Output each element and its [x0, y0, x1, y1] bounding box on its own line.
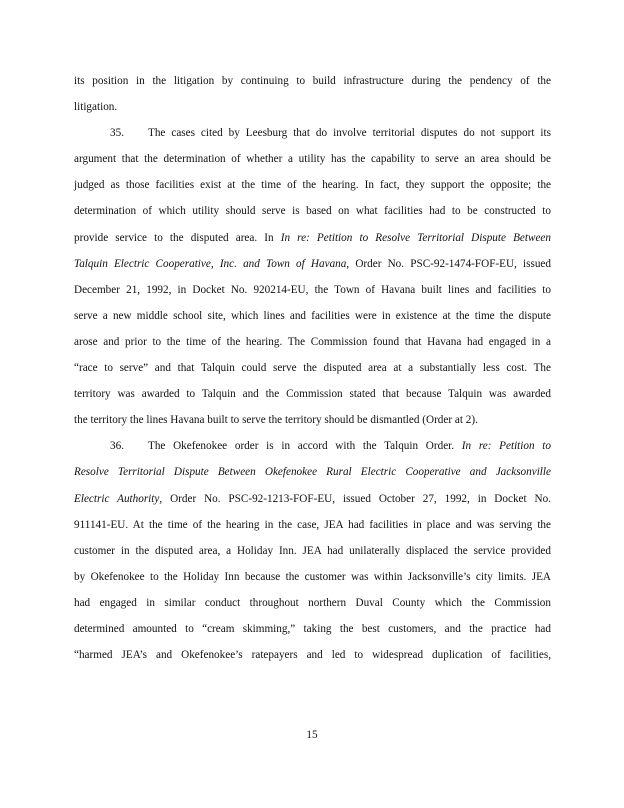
- text-run: determined amounted to “cream skimming,” taking the best customers, and the practice had: [74, 622, 551, 635]
- paragraph: [74, 68, 551, 120]
- text-run: its position in the litigation by continuing to build infrastructure during the pendency of the: [74, 75, 551, 87]
- text-run: serve a new middle school site, which lines and facilities were in existence at the time the dispute: [74, 309, 551, 322]
- case-citation: Electric Authority: [74, 492, 160, 505]
- page-number: 15: [306, 729, 318, 741]
- text-line: [74, 303, 551, 329]
- text-line: [74, 277, 551, 303]
- case-citation: In re: Petition to Resolve Territorial Dispute Between: [280, 231, 551, 244]
- text-line: [74, 459, 551, 485]
- text-line: [74, 251, 551, 277]
- case-citation: In re: Petition to: [461, 440, 551, 453]
- text-line: [74, 486, 551, 512]
- text-run: , Order No. PSC-92-1474-FOF-EU, issued: [346, 257, 551, 270]
- text-line: [74, 512, 551, 538]
- text-line: [74, 433, 551, 459]
- text-line: [74, 642, 551, 668]
- case-citation: Talquin Electric Cooperative, Inc. and Town of Havana: [74, 257, 347, 270]
- paragraph: [74, 120, 551, 433]
- paragraph-number: 36.: [110, 440, 124, 453]
- text-run: “harmed JEA’s and Okefenokee’s ratepayers and led to widespread duplication of facilities,: [74, 649, 551, 662]
- text-line: [74, 355, 551, 381]
- text-line: [74, 538, 551, 564]
- document-body: [74, 68, 551, 668]
- text-line: [74, 225, 551, 251]
- text-line: [74, 590, 551, 616]
- text-run: arose and prior to the time of the hearing. The Commission found that Havana had engaged in a: [74, 335, 551, 348]
- text-run: litigation.: [74, 101, 118, 114]
- text-run: The cases cited by Leesburg that do involve territorial disputes do not support its: [148, 127, 551, 140]
- text-line: [74, 68, 551, 94]
- text-line: [74, 120, 551, 146]
- text-run: judged as those facilities exist at the time of the hearing. In fact, they support the opposite; the: [74, 179, 551, 192]
- text-run: The Okefenokee order is in accord with the Talquin Order.: [148, 440, 462, 453]
- text-line: [74, 198, 551, 224]
- text-run: argument that the determination of whether a utility has the capability to serve an area should be: [74, 153, 551, 166]
- paragraph: [74, 433, 551, 668]
- text-line: [74, 616, 551, 642]
- text-run: the territory the lines Havana built to serve the territory should be dismantled (Order at 2).: [74, 414, 478, 427]
- text-line: [74, 564, 551, 590]
- text-run: by Okefenokee to the Holiday Inn because the customer was within Jacksonville’s city limits. JEA: [74, 570, 551, 583]
- case-citation: Resolve Territorial Dispute Between Okefenokee Rural Electric Cooperative and Jacksonville: [74, 466, 551, 479]
- text-run: customer in the disputed area, a Holiday Inn. JEA had unilaterally displaced the service provided: [74, 544, 551, 557]
- paragraph-number: 35.: [110, 127, 124, 140]
- text-line: [74, 172, 551, 198]
- text-line: [74, 329, 551, 355]
- text-run: , Order No. PSC-92-1213-FOF-EU, issued October 27, 1992, in Docket No.: [159, 492, 551, 505]
- text-line: [74, 407, 551, 433]
- text-run: provide service to the disputed area. In: [74, 231, 281, 244]
- text-line: [74, 146, 551, 172]
- text-run: had engaged in similar conduct throughout northern Duval County which the Commission: [74, 596, 551, 609]
- text-run: 911141-EU. At the time of the hearing in the case, JEA had facilities in place and was serving the: [74, 518, 551, 531]
- text-run: December 21, 1992, in Docket No. 920214-EU, the Town of Havana built lines and facilities to: [74, 283, 551, 296]
- text-run: territory was awarded to Talquin and the Commission stated that because Talquin was awarded: [74, 388, 551, 401]
- text-run: determination of which utility should serve is based on what facilities had to be constructed to: [74, 205, 551, 218]
- text-run: “race to serve” and that Talquin could serve the disputed area at a substantially less cost. The: [74, 362, 551, 375]
- text-line: [74, 381, 551, 407]
- text-line: [74, 94, 551, 120]
